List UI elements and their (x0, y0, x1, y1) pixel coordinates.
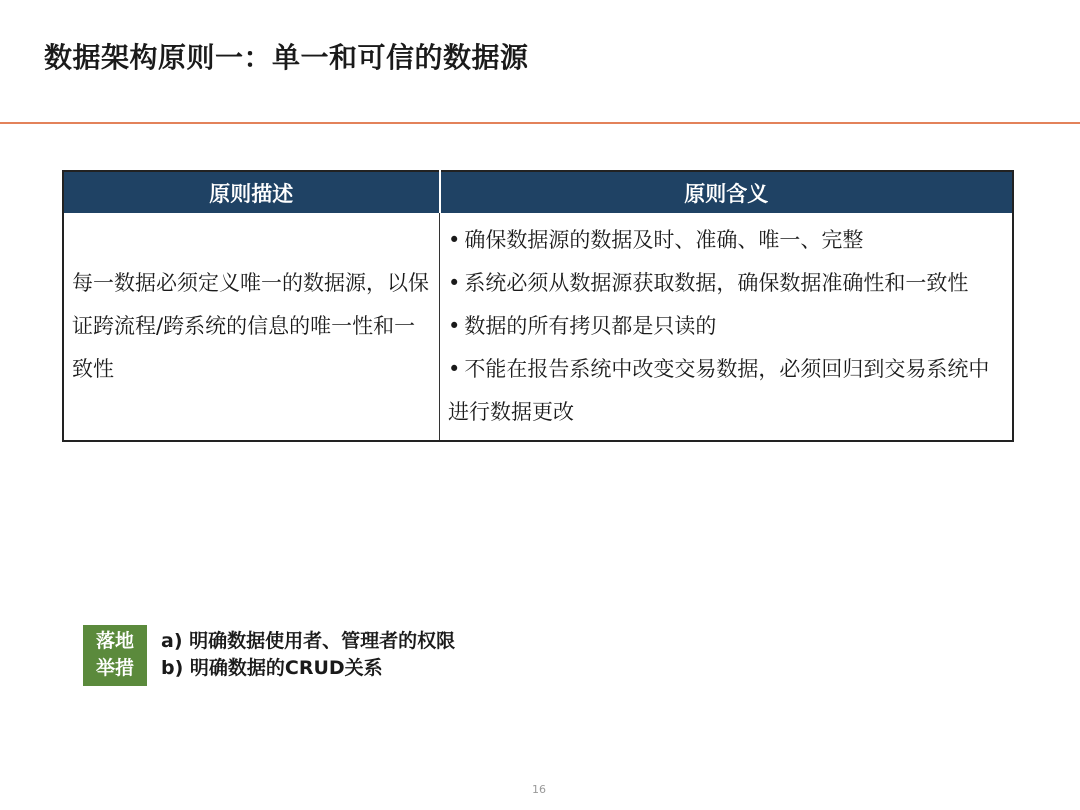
meaning-list (448, 219, 1000, 434)
meaning-text: 数据的所有拷贝都是只读的 (464, 314, 717, 338)
principle-description-cell: 每一数据必须定义唯一的数据源，以保证跨流程/跨系统的信息的唯一性和一致性 (63, 213, 440, 441)
meaning-item (448, 262, 1000, 305)
meaning-text: 不能在报告系统中改变交易数据，必须回归到交易系统中进行数据更改 (448, 357, 990, 424)
principle-meaning-cell (440, 213, 1014, 441)
page-number: 16 (532, 783, 546, 796)
table-row (63, 213, 1013, 441)
measure-item: b) 明确数据的CRUD关系 (161, 657, 383, 679)
measures-label-line2: 举措 (95, 657, 134, 679)
bullet-icon: • (448, 314, 461, 338)
bullet-icon: • (448, 357, 461, 381)
meaning-item (448, 348, 1000, 434)
slide-title: 数据架构原则一：单一和可信的数据源 (44, 41, 529, 74)
measures-label-line1: 落地 (95, 630, 134, 652)
bullet-icon: • (448, 271, 461, 295)
title-divider (0, 122, 1080, 124)
header-principle-description: 原则描述 (63, 171, 440, 213)
implementation-measures-label (83, 625, 147, 686)
table-header-row (63, 171, 1013, 213)
header-principle-meaning: 原则含义 (440, 171, 1014, 213)
meaning-text: 确保数据源的数据及时、准确、唯一、完整 (464, 228, 864, 252)
meaning-item (448, 219, 1000, 262)
implementation-measures-list (161, 628, 455, 682)
meaning-text: 系统必须从数据源获取数据，确保数据准确性和一致性 (464, 271, 969, 295)
principle-table (62, 170, 1014, 442)
meaning-item (448, 305, 1000, 348)
measure-item: a) 明确数据使用者、管理者的权限 (161, 630, 456, 652)
bullet-icon: • (448, 228, 461, 252)
